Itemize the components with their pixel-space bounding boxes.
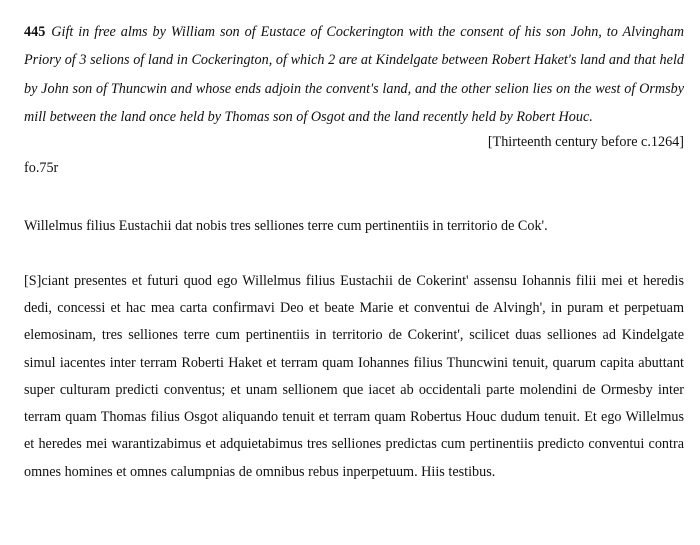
entry-number: 445 <box>24 24 46 40</box>
entry-dating: [Thirteenth century before c.1264] <box>487 133 684 150</box>
entry-summary: Gift in free alms by William son of Eustace of Cockerington with the consent of his son John, to Alvingham Priory of 3 selions of land in Cockerington, of which 2 are at Kindelgate between Robert Haket's land and that held by John son of Thuncwin and whose ends adjoin the convent's land, and the other selion lies on the west of Ormsby mill between the land once held by Thomas son of Osgot and the land recently held by Robert Houc. <box>24 24 684 126</box>
document-page <box>24 0 684 486</box>
folio-reference: fo.75r <box>24 159 59 176</box>
charter-text: [S]ciant presentes et futuri quod ego Willelmus filius Eustachii de Cokerint' assensu Iohannis filii mei et heredis dedi, concessi et hac mea carta confirmavi Deo et beate Marie et conventui de Alvingh', in puram et perpetuam elemosinam, tres selliones terre cum pertinentiis in territorio de Cokerint', scilicet duas selliones ad Kindelgate simul iacentes inter terram Roberti Haket et terram quam Iohannes filius Thuncwini tenuit, quarum capita abuttant super culturam predicti conventus; et unam sellionem que iacet ab occidentali parte molendini de Ormesby inter terram quam Thomas filius Osgot aliquando tenuit et terram quam Robertus Houc dudum tenuit. Et ego Willelmus et heredes mei warantizabimus et adquietabimus tres selliones predictas cum pertinentiis predicto conventui contra omnes homines et omnes calumpnias de omnibus rebus inperpetuum. Hiis testibus. <box>24 272 684 480</box>
entry-heading <box>24 0 684 132</box>
charter-rubric: Willelmus filius Eustachii dat nobis tres selliones terre cum pertinentiis in territorio de Cok'. <box>24 217 548 234</box>
